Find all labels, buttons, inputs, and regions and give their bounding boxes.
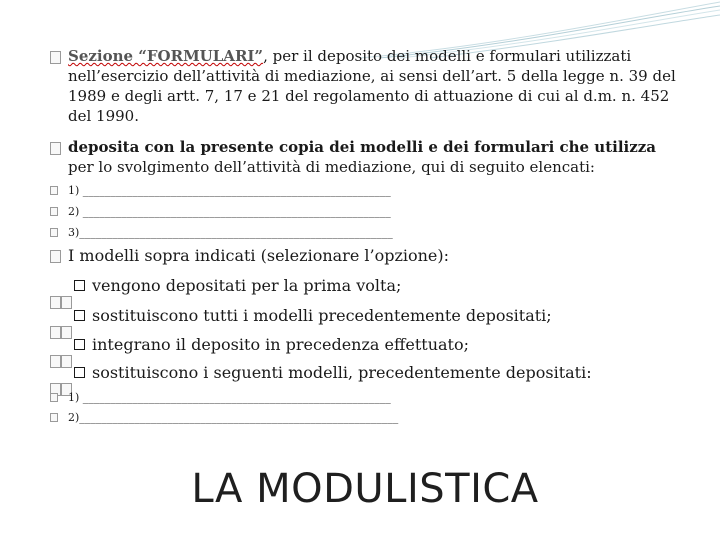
bullet-icon xyxy=(50,51,61,64)
option-row-3 xyxy=(50,334,680,356)
bullet-icon xyxy=(50,250,61,263)
bullet-icon xyxy=(50,186,58,195)
section-paragraph xyxy=(50,46,680,126)
list-a-line: 3)_________________________________________________________ xyxy=(68,226,393,239)
section-label: Sezione “FORMULARI” xyxy=(68,47,264,65)
option-label: sostituiscono tutti i modelli precedentemente depositati; xyxy=(92,306,552,325)
options-intro xyxy=(50,245,680,267)
option-label: vengono depositati per la prima volta; xyxy=(92,276,402,295)
option-checkbox[interactable] xyxy=(74,367,85,378)
list-a-line: 1) ________________________________________________________ xyxy=(68,184,391,197)
footer-title: LA MODULISTICA xyxy=(191,466,539,512)
list-b-item-1 xyxy=(50,389,680,406)
list-b-line: 2)__________________________________________________________ xyxy=(68,411,399,424)
list-a-line: 2) ________________________________________________________ xyxy=(68,205,391,218)
section-text: , per il deposito dei modelli e formulari utilizzati nell’esercizio dell’attività di mediazione, ai sensi dell’art. 5 della legge n. 39 del 1989 e degli artt. 7, 17 e 21 del regolamento di attuazione di cui al d.m. n. 452 del 1990. xyxy=(68,47,676,125)
deposit-paragraph xyxy=(50,137,680,177)
option-checkbox[interactable] xyxy=(74,339,85,350)
list-a-item-2 xyxy=(50,203,680,220)
list-b-item-2 xyxy=(50,409,680,426)
option-row-2 xyxy=(50,305,680,327)
option-checkbox[interactable] xyxy=(74,280,85,291)
options-intro-text: I modelli sopra indicati (selezionare l’opzione): xyxy=(68,246,450,265)
option-label: integrano il deposito in precedenza effettuato; xyxy=(92,335,469,354)
option-row-4 xyxy=(50,362,680,384)
deposit-text: per lo svolgimento dell’attività di mediazione, qui di seguito elencati: xyxy=(68,158,595,176)
bullet-icon xyxy=(50,207,58,216)
bullet-icon xyxy=(50,142,61,155)
option-label: sostituiscono i seguenti modelli, precedentemente depositati: xyxy=(92,363,592,382)
option-checkbox[interactable] xyxy=(74,310,85,321)
option-row-1 xyxy=(50,275,680,297)
deposit-bold-text: deposita con la presente copia dei modelli e dei formulari che utilizza xyxy=(68,138,656,156)
list-a-item-3 xyxy=(50,224,680,241)
list-a-item-1 xyxy=(50,182,680,199)
list-b-line: 1) ________________________________________________________ xyxy=(68,391,391,404)
bullet-icon xyxy=(50,228,58,237)
bullet-icon xyxy=(50,413,58,422)
bullet-icon xyxy=(50,393,58,402)
